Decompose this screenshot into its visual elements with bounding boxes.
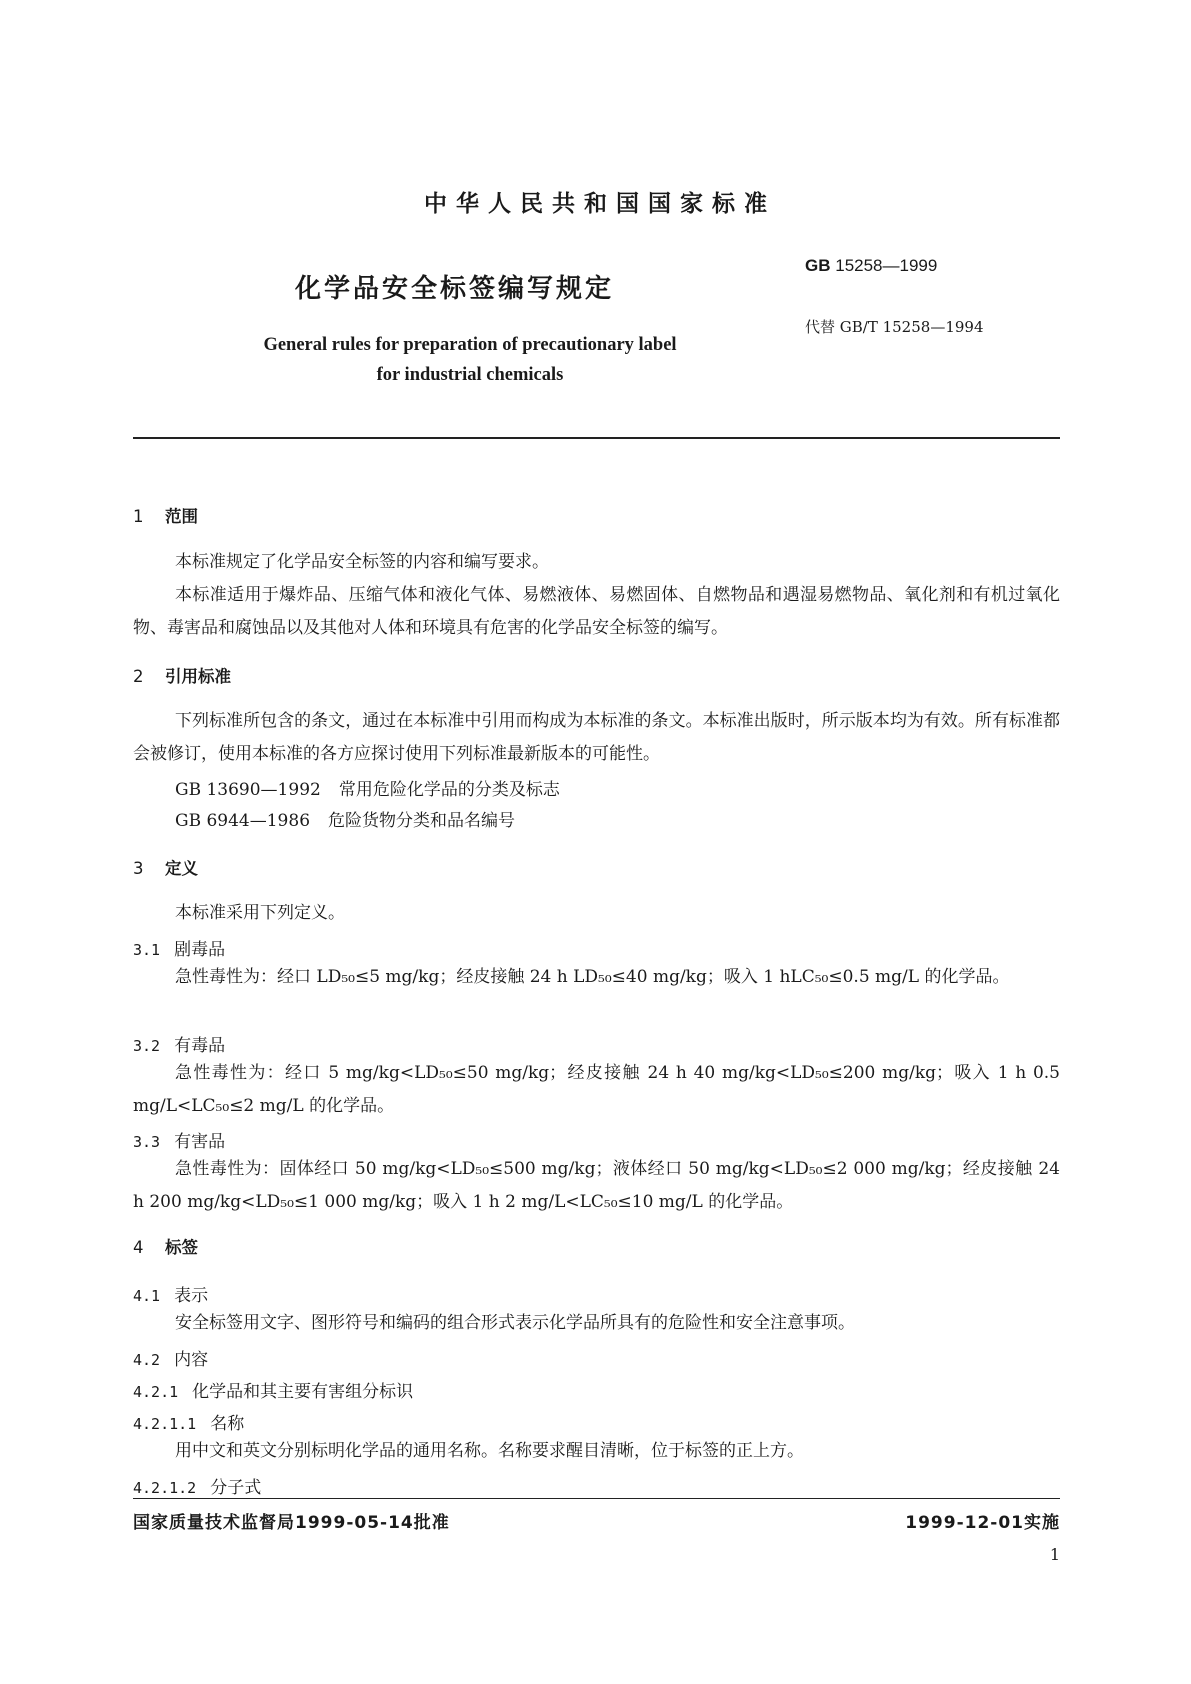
clause-4-2-title: 内容: [174, 1350, 209, 1370]
clause-4-2-1-1-number: 4.2.1.1: [133, 1415, 197, 1433]
section-3-number: 3: [133, 859, 144, 878]
standard-number: [805, 256, 937, 276]
definition-3-2-heading: [133, 1031, 225, 1056]
section-2-title: 引用标准: [165, 667, 231, 686]
clause-4-2-1-2-heading: [133, 1473, 261, 1498]
section-1-number: 1: [133, 507, 144, 526]
section-4-number: 4: [133, 1238, 144, 1257]
clause-4-1-number: 4.1: [133, 1287, 161, 1305]
reference-code: GB 6944—1986: [175, 811, 311, 831]
document-title-en: [200, 330, 740, 390]
definition-3-3-heading: [133, 1127, 225, 1152]
definition-3-1-heading: [133, 935, 225, 960]
section-3-title: 定义: [165, 859, 198, 878]
effective-date: 1999-12-01实施: [905, 1513, 1060, 1533]
replaces-standard: 代替 GB/T 15258—1994: [805, 318, 984, 336]
section-4-heading: [133, 1234, 198, 1258]
section-1-paragraph-1: 本标准规定了化学品安全标签的内容和编写要求。: [175, 552, 549, 572]
section-1-heading: [133, 503, 198, 527]
approval-date: 国家质量技术监督局1999-05-14批准: [133, 1513, 450, 1533]
section-4-title: 标签: [165, 1238, 198, 1257]
clause-4-1-text: 安全标签用文字、图形符号和编码的组合形式表示化学品所具有的危险性和安全注意事项。: [175, 1313, 855, 1333]
definition-3-1-title: 剧毒品: [174, 940, 226, 960]
clause-4-2-heading: [133, 1345, 208, 1370]
clause-4-2-1-title: 化学品和其主要有害组分标识: [192, 1382, 414, 1402]
reference-code: GB 13690—1992: [175, 780, 321, 800]
section-3-paragraph-1: 本标准采用下列定义。: [175, 903, 345, 923]
section-1-title: 范围: [165, 507, 198, 526]
standard-number-value: 15258—1999: [835, 256, 938, 275]
definition-3-3-number: 3.3: [133, 1133, 161, 1151]
section-2-heading: [133, 663, 231, 687]
document-title-cn: 化学品安全标签编写规定: [295, 274, 615, 304]
footer-divider: [133, 1498, 1060, 1499]
header-divider: [133, 437, 1060, 439]
reference-name: 危险货物分类和品名编号: [328, 811, 516, 831]
clause-4-2-number: 4.2: [133, 1351, 161, 1369]
reference-name: 常用危险化学品的分类及标志: [338, 780, 560, 800]
page-number: 1: [1049, 1545, 1060, 1564]
clause-4-1-heading: [133, 1281, 208, 1306]
clause-4-2-1-1-title: 名称: [210, 1414, 245, 1434]
definition-3-1-number: 3.1: [133, 941, 161, 959]
clause-4-2-1-number: 4.2.1: [133, 1383, 179, 1401]
clause-4-2-1-2-title: 分子式: [210, 1478, 262, 1498]
title-en-line2: for industrial chemicals: [376, 365, 564, 385]
national-standard-heading: 中华人民共和国国家标准: [424, 191, 776, 217]
title-en-line1: General rules for preparation of precautionary label: [263, 335, 677, 355]
reference-item: [175, 806, 515, 831]
definition-3-1-text: 急性毒性为：经口 LD₅₀≤5 mg/kg；经皮接触 24 h LD₅₀≤40 mg/kg；吸入 1 hLC₅₀≤0.5 mg/L 的化学品。: [175, 967, 1010, 987]
section-2-number: 2: [133, 667, 144, 686]
section-1-paragraph-2: 本标准适用于爆炸品、压缩气体和液化气体、易燃液体、易燃固体、自燃物品和遇湿易燃物品、氧化剂和有机过氧化物、毒害品和腐蚀品以及其他对人体和环境具有危害的化学品安全标签的编写。: [133, 585, 1060, 638]
clause-4-2-1-heading: [133, 1377, 413, 1402]
section-3-heading: [133, 855, 198, 879]
definition-3-3-text: 急性毒性为：固体经口 50 mg/kg<LD₅₀≤500 mg/kg；液体经口 50 mg/kg<LD₅₀≤2 000 mg/kg；经皮接触 24 h 200 mg/kg<LD₅₀≤1 000 mg/kg；吸入 1 h 2 mg/L<LC₅₀≤10 mg/L 的化学品。: [133, 1159, 1060, 1212]
clause-4-1-title: 表示: [174, 1286, 209, 1306]
standard-prefix: GB: [805, 256, 831, 275]
reference-item: [175, 775, 560, 800]
clause-4-2-1-1-heading: [133, 1409, 244, 1434]
section-2-paragraph-1: 下列标准所包含的条文，通过在本标准中引用而构成为本标准的条文。本标准出版时，所示版本均为有效。所有标准都会被修订，使用本标准的各方应探讨使用下列标准最新版本的可能性。: [133, 711, 1060, 764]
clause-4-2-1-1-text: 用中文和英文分别标明化学品的通用名称。名称要求醒目清晰，位于标签的正上方。: [175, 1441, 804, 1461]
definition-3-3-title: 有害品: [174, 1132, 226, 1152]
definition-3-2-title: 有毒品: [174, 1036, 226, 1056]
clause-4-2-1-2-number: 4.2.1.2: [133, 1479, 197, 1497]
definition-3-2-number: 3.2: [133, 1037, 161, 1055]
definition-3-2-text: 急性毒性为：经口 5 mg/kg<LD₅₀≤50 mg/kg；经皮接触 24 h 40 mg/kg<LD₅₀≤200 mg/kg；吸入 1 h 0.5 mg/L<LC₅₀≤2 mg/L 的化学品。: [133, 1063, 1060, 1116]
